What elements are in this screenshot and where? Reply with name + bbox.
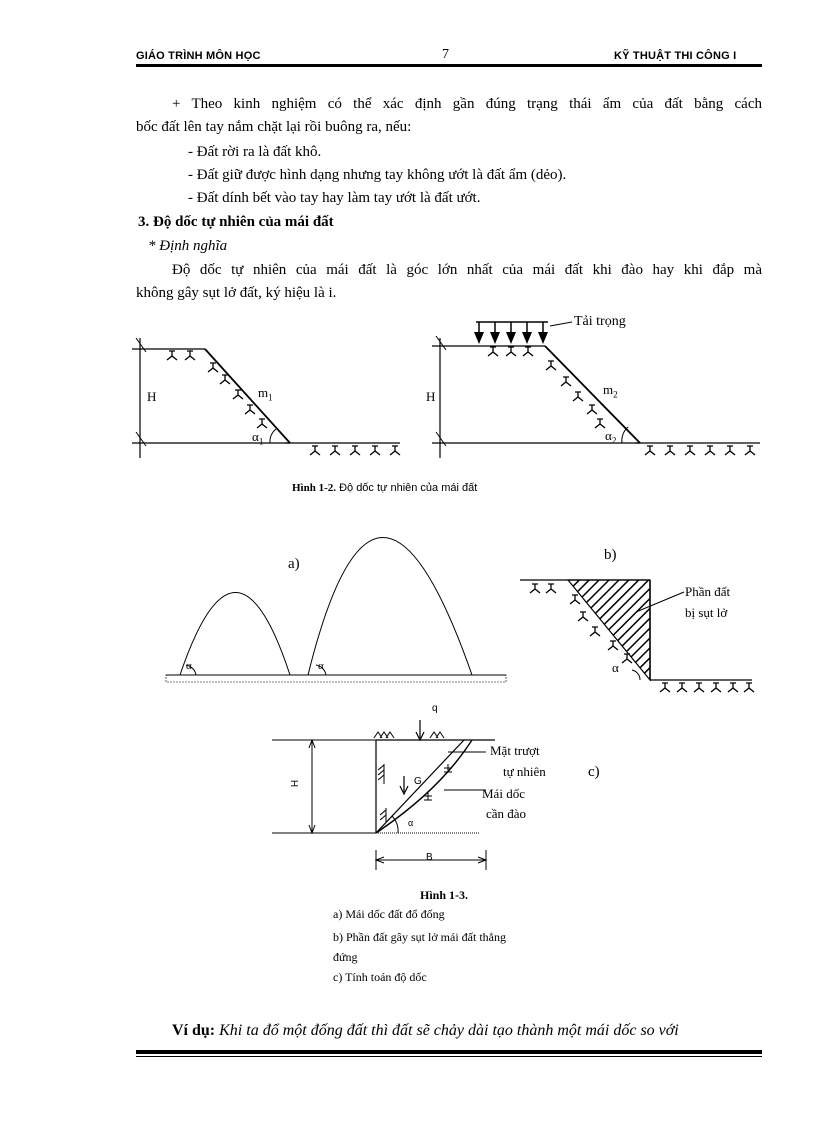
panel-a-label: a) [288, 556, 300, 572]
depth-h-label: H [290, 779, 302, 788]
panel-a-angle-right: α [318, 660, 324, 672]
right-slope-label: $m_2$ [603, 382, 618, 400]
panel-a-angle-left: α [186, 660, 192, 672]
header-subject-title: KỸ THUẬT THI CÔNG I [614, 50, 737, 62]
slip-surface-label-line1: Mặt trượt [490, 743, 540, 758]
panel-c-label: c) [588, 764, 600, 780]
paragraph-line: Độ dốc tự nhiên của mái đất là góc lớn nhất của mái đất khi đào hay khi đắp mà [172, 262, 762, 278]
load-arrows [474, 322, 548, 344]
collapsed-soil-label-line2: bị sụt lở [685, 605, 728, 620]
section-heading: 3. Độ dốc tự nhiên của mái đất [138, 214, 334, 230]
figure-1-3-caption-line: đứng [333, 950, 358, 964]
left-height-label: H [147, 389, 157, 404]
panel-b-angle: α [612, 660, 619, 675]
bullet-item: - Đất giữ được hình dạng nhưng tay không ướt là đất ẩm (dẻo). [188, 167, 567, 183]
paragraph-line: bốc đất lên tay nắm chặt lại rồi buông ra, nếu: [136, 119, 412, 135]
left-slope-label: $m_1$ [258, 385, 273, 403]
figure-1-3-caption-line: a) Mái dốc đất đổ đống [333, 907, 445, 921]
footer-rule-thin [136, 1056, 762, 1057]
paragraph-line: + Theo kinh nghiệm có thể xác định gần đúng trạng thái ẩm của đất bằng cách [172, 96, 762, 112]
bullet-item: - Đất dính bết vào tay hay làm tay ướt là đất ướt. [188, 190, 481, 206]
panel-a-drawing [166, 538, 506, 683]
slope-diagram-right [432, 322, 760, 458]
figure-1-3-caption-title: Hình 1-3. [420, 888, 469, 902]
left-angle-label: $\alpha_1$ [252, 429, 264, 447]
load-label: Tải trọng [574, 314, 626, 329]
cut-slope-label-line1: Mái dốc [482, 786, 525, 801]
collapsed-soil-label-line1: Phần đất [685, 584, 731, 599]
panel-c-angle: α [408, 818, 414, 828]
panel-b-label: b) [604, 547, 617, 563]
weight-g-label: G [414, 776, 422, 787]
slip-surface-label-line2: tự nhiên [503, 764, 546, 779]
paragraph-line: không gây sụt lở đất, ký hiệu là i. [136, 285, 337, 301]
cut-slope-label-line2: cần đào [486, 806, 527, 821]
right-angle-label: $\alpha_2$ [605, 428, 617, 446]
bullet-item: - Đất rời ra là đất khô. [188, 144, 322, 160]
width-b-label: B [426, 852, 433, 863]
figure-1-3-caption-line: b) Phần đất gây sụt lở mái đất thẳng [333, 930, 506, 944]
header-course-title: GIÁO TRÌNH MÔN HỌC [136, 50, 261, 62]
panel-c-drawing [272, 720, 495, 870]
example-paragraph: Ví dụ: Khi ta đổ một đống đất thì đất sẽ chảy dài tạo thành một mái dốc so với [172, 1022, 679, 1039]
definition-label: * Định nghĩa [148, 238, 228, 254]
right-height-label: H [426, 389, 436, 404]
figure-1-3-caption-line: c) Tính toán độ dốc [333, 970, 427, 984]
figure-1-2-caption: Hình 1-2. Độ dốc tự nhiên của mái đất [292, 482, 478, 494]
page-number: 7 [442, 47, 449, 62]
footer-rule-thick [136, 1050, 762, 1054]
surcharge-q-label: q [432, 703, 438, 714]
